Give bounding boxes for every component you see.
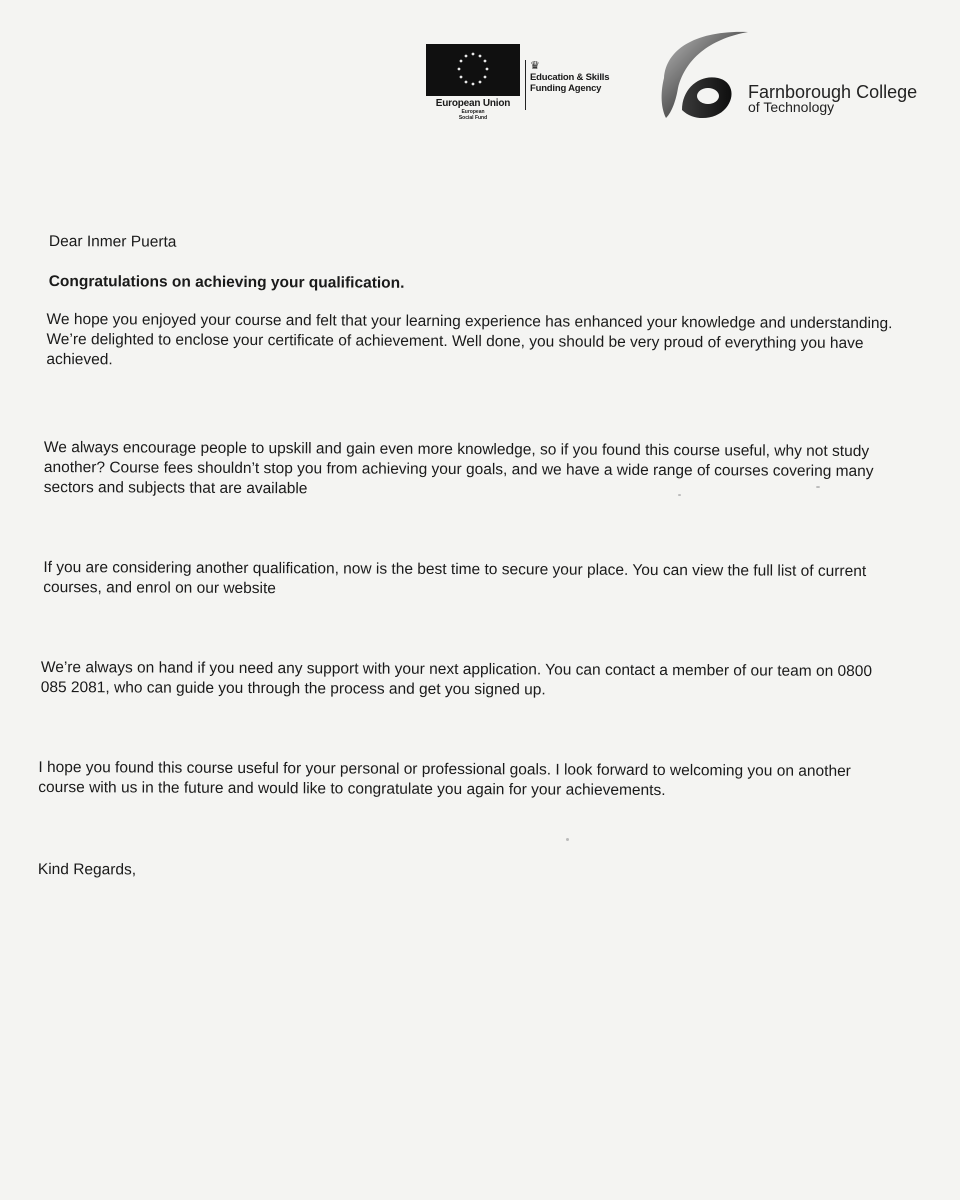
paragraph-5: I hope you found this course useful for your personal or professional goals. I look forward to welcoming you on another course with us in the future and would like to congratulate you again for your achievements. xyxy=(38,758,851,800)
esfa-line-2: Funding Agency xyxy=(530,83,602,94)
paragraph-3: If you are considering another qualification, now is the best time to secure your place. You can view the full list of current courses, and enrol on our website xyxy=(43,558,867,598)
college-subtitle: of Technology xyxy=(748,99,835,115)
college-name: Farnborough College xyxy=(748,82,918,102)
scan-speck xyxy=(816,486,820,488)
sign-off: Kind Regards, xyxy=(37,860,137,879)
salutation: Dear Inmer Puerta xyxy=(48,233,177,251)
eu-sub-2: Social Fund xyxy=(458,115,488,121)
eu-name: European Union xyxy=(435,98,511,109)
esfa-logo xyxy=(525,60,640,110)
paragraph-2: We always encourage people to upskill and gain even more knowledge, so if you found this course useful, why not study another? Course fees shouldn’t stop you from achieving your goals, and we have a wide range of courses covering many sectors and subjects that are available xyxy=(43,438,874,498)
eu-sub-1: European xyxy=(461,109,485,115)
scan-speck xyxy=(678,494,681,496)
letter-headline: Congratulations on achieving your qualification. xyxy=(48,273,405,292)
eu-flag-icon xyxy=(426,44,520,96)
scan-speck xyxy=(566,838,569,841)
college-logo xyxy=(652,26,957,126)
royal-crest-icon: ♛ xyxy=(530,60,540,72)
eu-logo xyxy=(424,44,522,121)
college-swoosh-icon xyxy=(652,26,752,126)
paragraph-4: We’re always on hand if you need any support with your next application. You can contact a member of our team on 0800 085 2081, who can guide you through the process and get you signed up. xyxy=(40,658,873,699)
esfa-line-1: Education & Skills xyxy=(530,72,610,83)
letter-body xyxy=(37,232,905,879)
paragraph-1: We hope you enjoyed your course and felt that your learning experience has enhanced your knowledge and understanding. We’re delighted to enclose your certificate of achievement. Well done, you should be very proud of everything you have achieved. xyxy=(46,311,893,369)
